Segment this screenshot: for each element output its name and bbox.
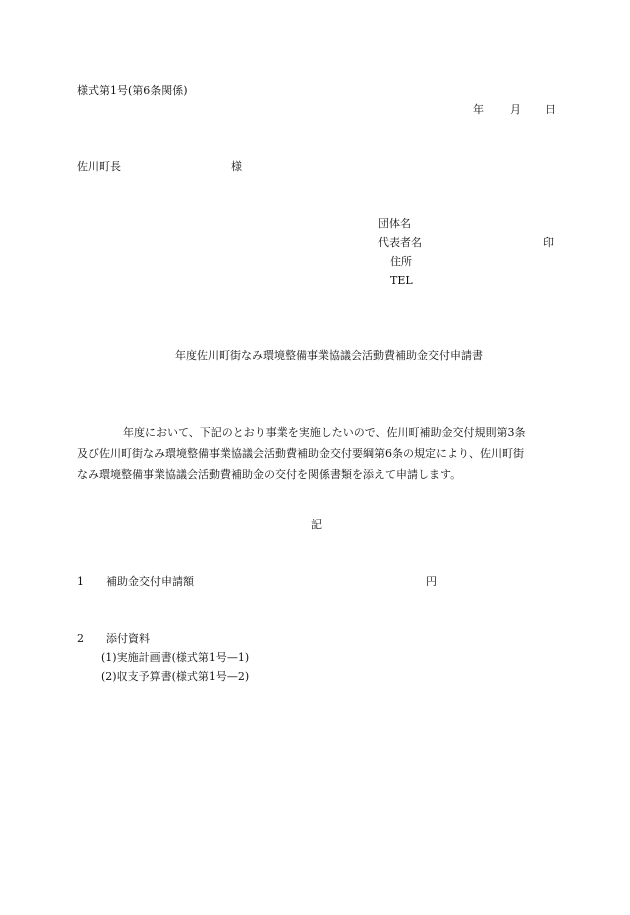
document-title: 年度佐川町街なみ環境整備事業協議会活動費補助金交付申請書 xyxy=(175,349,483,362)
form-number: 様式第1号(第6条関係) xyxy=(77,84,188,97)
body-line: 年度において、下記のとおり事業を実施したいので、佐川町補助金交付規則第3条 xyxy=(123,426,526,439)
item-label: 補助金交付申請額 xyxy=(106,575,194,588)
attachment-item: (2)収支予算書(様式第1号—2) xyxy=(101,670,250,683)
addressee-name: 佐川町長 xyxy=(77,160,121,173)
item-number: 1 xyxy=(77,575,84,588)
date-year-label: 年 xyxy=(473,103,484,116)
group-name-label: 団体名 xyxy=(378,217,411,230)
item-number: 2 xyxy=(77,632,84,645)
address-label: 住所 xyxy=(390,255,412,268)
attachment-item: (1)実施計画書(様式第1号—1) xyxy=(101,651,250,664)
body-line: 及び佐川町街なみ環境整備事業協議会活動費補助金交付要綱第6条の規定により、佐川町街 xyxy=(77,447,524,460)
ki-heading: 記 xyxy=(311,518,322,531)
date-day-label: 日 xyxy=(545,103,556,116)
representative-label: 代表者名 xyxy=(378,236,422,249)
item-label: 添付資料 xyxy=(106,632,150,645)
body-paragraph xyxy=(77,422,563,485)
date-month-label: 月 xyxy=(510,103,521,116)
tel-label: TEL xyxy=(390,274,413,287)
body-line: なみ環境整備事業協議会活動費補助金の交付を関係書類を添えて申請します。 xyxy=(77,468,462,481)
seal-mark: 印 xyxy=(543,236,554,249)
item-unit: 円 xyxy=(426,575,437,588)
addressee-honorific: 様 xyxy=(231,160,242,173)
